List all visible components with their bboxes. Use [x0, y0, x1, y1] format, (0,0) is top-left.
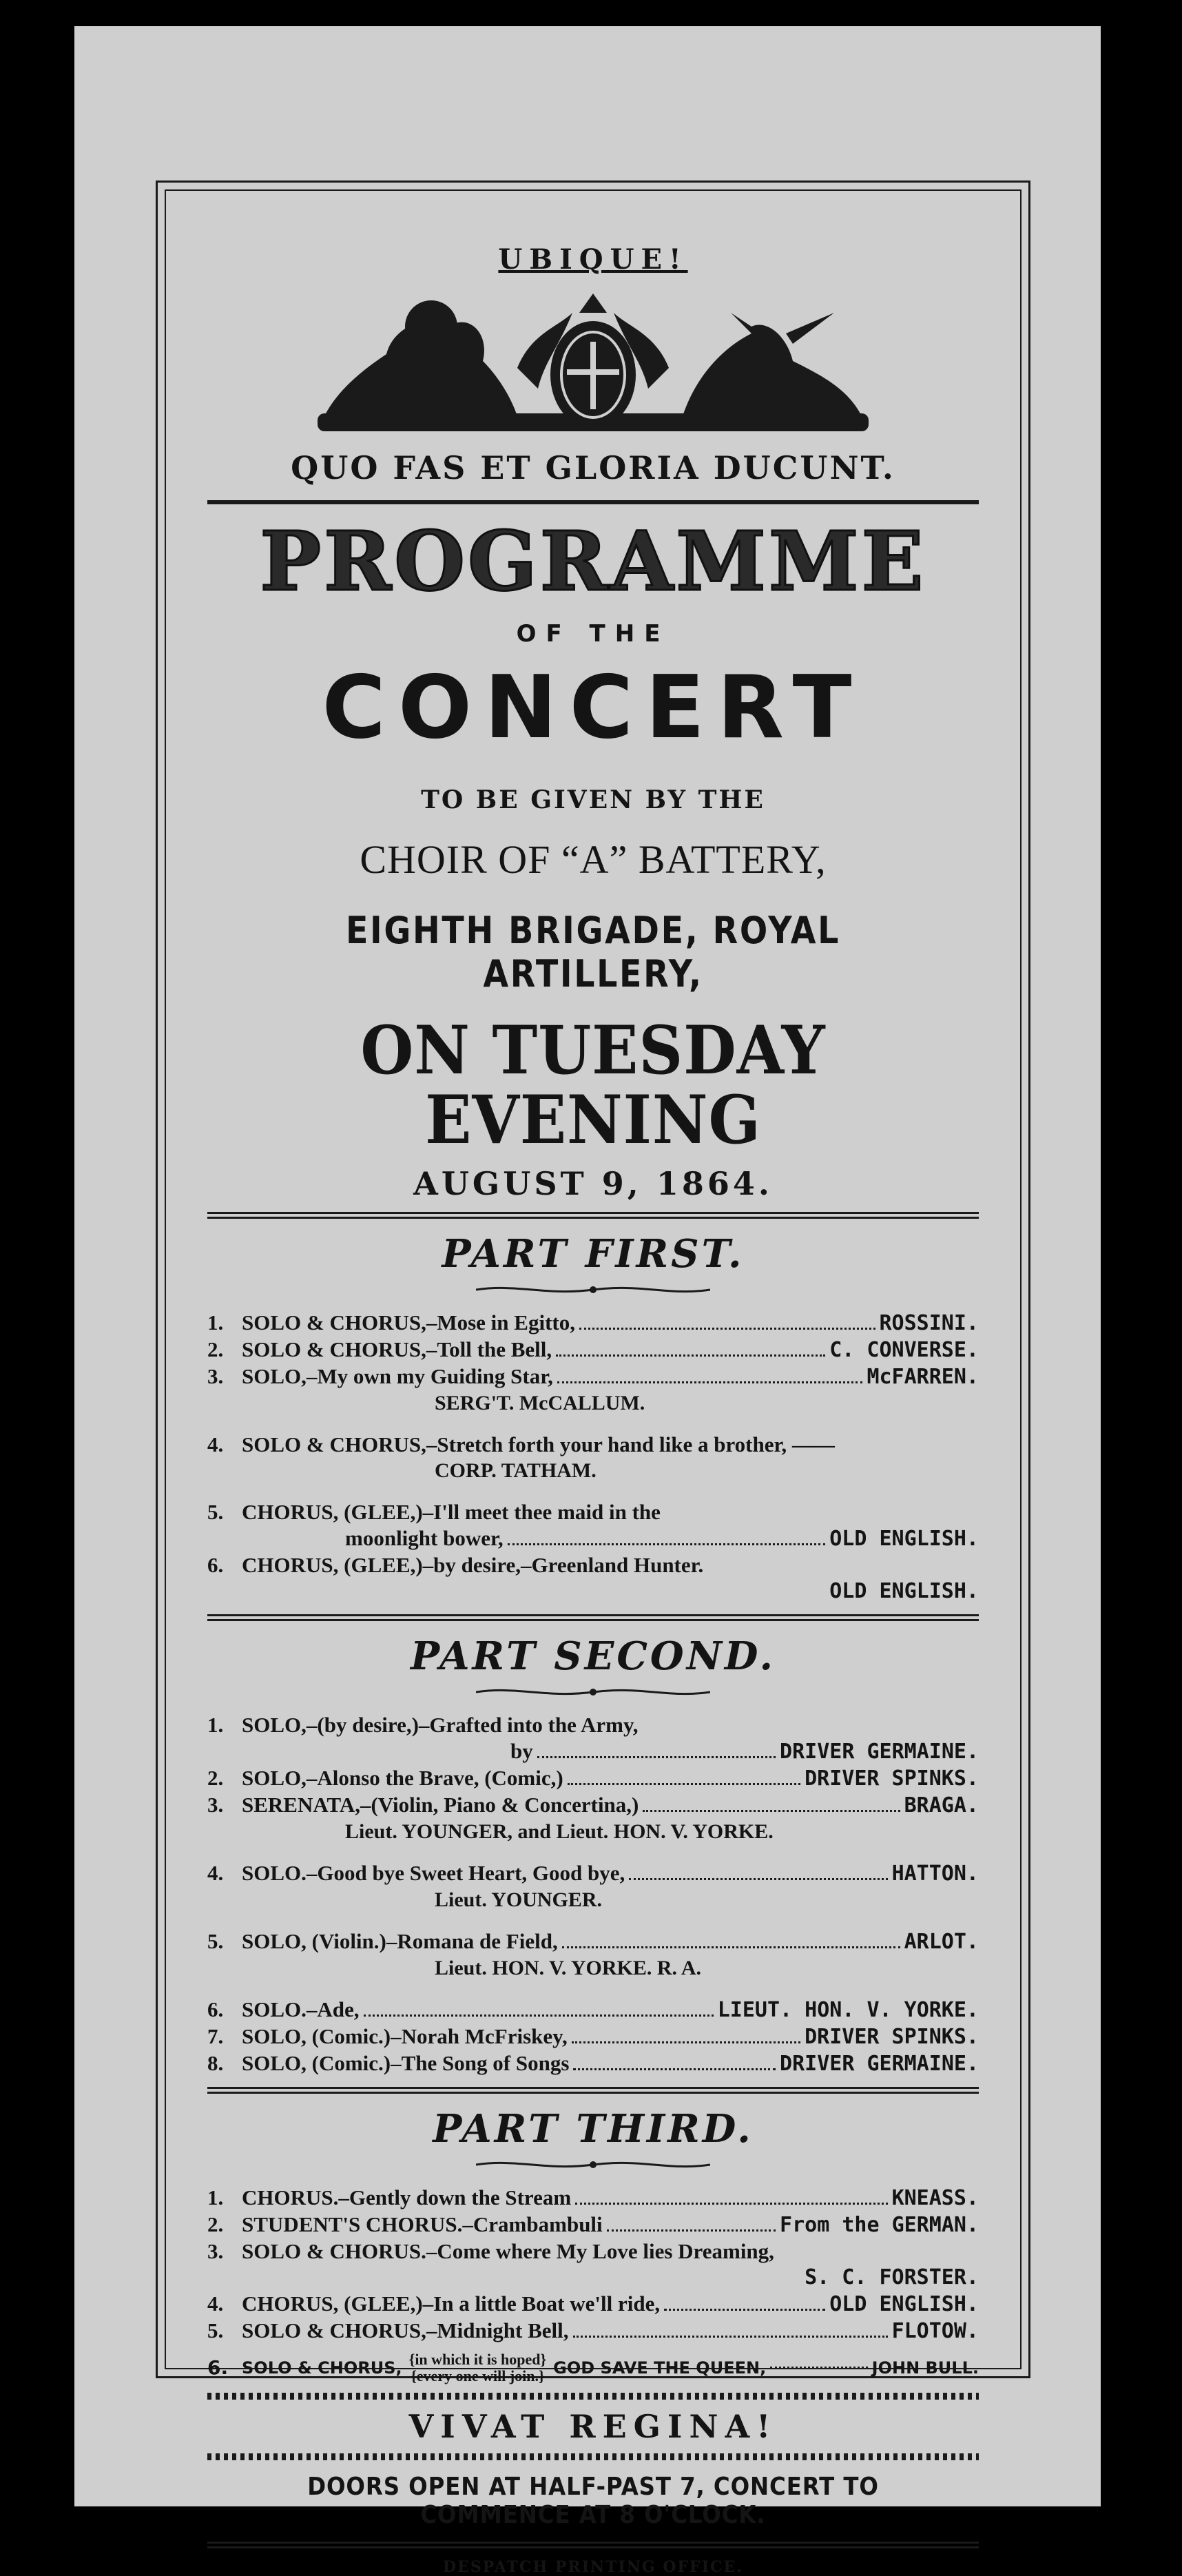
item-title: SOLO & CHORUS,–Mose in Egitto,	[242, 1310, 575, 1335]
list-item: 3. SOLO & CHORUS.–Come where My Love lies Dreaming,	[207, 2238, 774, 2263]
item-composer: HATTON.	[891, 1861, 979, 1886]
item-performer: Lieut. HON. V. YORKE. R. A.	[435, 1956, 701, 1979]
item-title: SOLO,–Alonso the Brave, (Comic,)	[242, 1765, 563, 1790]
leader-dots	[562, 1946, 900, 1948]
item-composer: OLD ENGLISH.	[829, 1578, 979, 1603]
item-title: SOLO.–Ade,	[242, 1997, 360, 2021]
item-composer: DRIVER SPINKS.	[805, 2024, 979, 2049]
item-note: {in which it is hoped} {every one will join.}	[408, 2350, 547, 2384]
part-second-title: PART SECOND.	[411, 1633, 776, 1679]
motto-bottom: QUO FAS ET GLORIA DUCUNT.	[291, 449, 895, 486]
hatched-divider	[207, 2453, 979, 2460]
flourish-ornament	[476, 2158, 710, 2171]
list-item: 8. SOLO, (Comic.)–The Song of Songs DRIVER GERMAINE.	[207, 2050, 979, 2076]
list-item: 5. SOLO, (Violin.)–Romana de Field, ARLOT.	[207, 1928, 979, 1954]
item-title-cont: moonlight bower,	[345, 1525, 504, 1550]
list-item: 5. SOLO & CHORUS,–Midnight Bell, FLOTOW.	[207, 2318, 979, 2343]
item-title: CHORUS, (GLEE,)–by desire,–Greenland Hunter.	[242, 1552, 704, 1577]
item-title: SOLO, (Comic.)–Norah McFriskey,	[242, 2023, 568, 2048]
item-title: SOLO & CHORUS,–Midnight Bell,	[242, 2318, 569, 2342]
item-performer: Lieut. YOUNGER, and Lieut. HON. V. YORKE.	[345, 1820, 774, 1843]
brigade-line: EIGHTH BRIGADE, ROYAL ARTILLERY,	[345, 909, 841, 996]
item-composer: C. CONVERSE.	[829, 1337, 979, 1362]
inner-border	[165, 189, 1022, 2576]
list-item: 6. SOLO.–Ade, LIEUT. HON. V. YORKE.	[207, 1997, 979, 2022]
item-performer: Lieut. YOUNGER.	[435, 1888, 603, 1911]
choir-line: CHOIR OF “A” BATTERY,	[360, 837, 827, 882]
list-item: 2. SOLO,–Alonso the Brave, (Comic,) DRIVER SPINKS.	[207, 1765, 979, 1791]
royal-crest-icon	[311, 285, 875, 444]
flourish-ornament	[476, 1284, 710, 1296]
divider	[207, 1212, 979, 1219]
leader-dots	[573, 2336, 888, 2338]
item-number: 3.	[207, 1363, 224, 1388]
leader-dots	[556, 1354, 825, 1357]
item-number: 2.	[207, 1337, 224, 1361]
leader-dots	[364, 2015, 714, 2017]
item-composer: JOHN BULL.	[871, 2358, 979, 2378]
item-composer: FLOTOW.	[891, 2318, 979, 2343]
item-title-cont: by	[510, 1738, 533, 1763]
item-title: SERENATA,–(Violin, Piano & Concertina,)	[242, 1792, 639, 1817]
item-composer: ARLOT.	[904, 1929, 979, 1954]
item-title: SOLO, (Comic.)–The Song of Songs	[242, 2050, 570, 2075]
list-item: 1. CHORUS.–Gently down the Stream KNEASS.	[207, 2185, 979, 2210]
leader-dots	[607, 2229, 776, 2232]
given-by-line: TO BE GIVEN BY THE	[421, 785, 765, 814]
item-title: CHORUS, (GLEE,)–In a little Boat we'll ride,	[242, 2291, 661, 2316]
item-song: GOD SAVE THE QUEEN,	[553, 2358, 767, 2378]
page-title: PROGRAMME	[260, 513, 926, 609]
item-title: SOLO,–My own my Guiding Star,	[242, 1363, 553, 1388]
item-composer: OLD ENGLISH.	[829, 2291, 979, 2316]
item-composer: DRIVER SPINKS.	[805, 1766, 979, 1791]
item-number: 5.	[207, 1499, 224, 1524]
divider	[207, 500, 979, 504]
item-title: SOLO & CHORUS.–Come where My Love lies Dreaming,	[242, 2238, 774, 2263]
item-title: STUDENT'S CHORUS.–Crambambuli	[242, 2212, 603, 2236]
list-item	[207, 1310, 979, 1337]
item-composer: From the GERMAN.	[780, 2212, 979, 2237]
item-composer: McFARREN.	[867, 1364, 979, 1389]
item-title: CHORUS, (GLEE,)–I'll meet thee maid in the	[242, 1499, 661, 1524]
list-item	[207, 2351, 979, 2384]
item-title: SOLO & CHORUS,–Toll the Bell,	[242, 1337, 552, 1361]
leader-dots	[573, 2068, 776, 2070]
divider	[207, 1614, 979, 1621]
leader-dots	[568, 1783, 800, 1785]
list-item: 2. STUDENT'S CHORUS.–Crambambuli From the GERMAN.	[207, 2212, 979, 2237]
of-the-line: OF THE	[516, 620, 670, 648]
item-composer: ROSSINI.	[879, 1310, 979, 1335]
item-title: SOLO,–(by desire,)–Grafted into the Army,	[242, 1712, 639, 1737]
item-performer: CORP. TATHAM.	[435, 1459, 597, 1482]
list-item	[207, 1363, 979, 1390]
leader-dots	[629, 1878, 887, 1880]
list-item	[207, 1499, 979, 1525]
flourish-ornament	[476, 1686, 710, 1698]
item-number: 1.	[207, 1310, 224, 1335]
item-composer: DRIVER GERMAINE.	[780, 2051, 979, 2076]
item-composer: OLD ENGLISH.	[829, 1526, 979, 1551]
list-item	[207, 1432, 979, 1458]
leader-dots	[643, 1810, 900, 1812]
item-title: SOLO, (Violin.)–Romana de Field,	[242, 1928, 558, 1953]
leader-dots	[508, 1543, 826, 1545]
item-number: 6.	[207, 2356, 229, 2379]
list-item	[207, 1738, 979, 1765]
leader-dots	[770, 2367, 867, 2369]
list-item: 3. SERENATA,–(Violin, Piano & Concertina,) BRAGA.	[207, 1792, 979, 1817]
item-composer: DRIVER GERMAINE.	[780, 1739, 979, 1764]
divider	[207, 2542, 979, 2548]
item-composer: LIEUT. HON. V. YORKE.	[717, 1997, 979, 2022]
printer-line: DESPATCH PRINTING OFFICE.	[443, 2557, 743, 2576]
evening-line: ON TUESDAY EVENING	[360, 1011, 826, 1159]
part-third-title: PART THIRD.	[433, 2105, 754, 2152]
part-first-title: PART FIRST.	[442, 1230, 745, 1277]
list-item: 7. SOLO, (Comic.)–Norah McFriskey, DRIVER SPINKS.	[207, 2023, 979, 2049]
programme-border	[156, 181, 1030, 2576]
leader-dots	[579, 1328, 875, 1330]
doors-line: DOORS OPEN AT HALF-PAST 7, CONCERT TO COMMENCE AT 8 O'CLOCK.	[307, 2472, 879, 2529]
hatched-divider	[207, 2393, 979, 2400]
item-number: 6.	[207, 1552, 224, 1577]
item-number: 4.	[207, 1432, 224, 1456]
leader-dots	[572, 2041, 800, 2043]
motto-top: UBIQUE!	[498, 243, 688, 276]
item-title: SOLO & CHORUS,–Stretch forth your hand like a brother, ——	[242, 1432, 835, 1456]
leader-dots	[664, 2309, 825, 2311]
divider	[207, 2087, 979, 2094]
item-composer: BRAGA.	[904, 1793, 979, 1817]
concert-title: CONCERT	[322, 657, 864, 758]
item-composer: S. C. FORSTER.	[805, 2265, 979, 2289]
list-item	[207, 1552, 979, 1578]
list-item: 1. SOLO,–(by desire,)–Grafted into the Army,	[207, 1712, 639, 1737]
item-title: CHORUS.–Gently down the Stream	[242, 2185, 572, 2209]
item-title: SOLO & CHORUS,	[242, 2358, 402, 2378]
programme-content	[207, 191, 979, 2576]
item-composer: KNEASS.	[891, 2185, 979, 2210]
list-item: 4. CHORUS, (GLEE,)–In a little Boat we'll ride, OLD ENGLISH.	[207, 2291, 979, 2316]
leader-dots	[557, 1381, 863, 1383]
list-item	[207, 1337, 979, 1363]
list-item: 4. SOLO.–Good bye Sweet Heart, Good bye, HATTON.	[207, 1860, 979, 1886]
item-performer: SERG'T. McCALLUM.	[435, 1391, 645, 1414]
vivat-line: VIVAT REGINA!	[408, 2407, 778, 2445]
item-title: SOLO.–Good bye Sweet Heart, Good bye,	[242, 1860, 625, 1885]
concert-date: AUGUST 9, 1864.	[413, 1164, 773, 1202]
list-item	[207, 1525, 979, 1552]
leader-dots	[537, 1756, 776, 1758]
leader-dots	[575, 2203, 887, 2205]
